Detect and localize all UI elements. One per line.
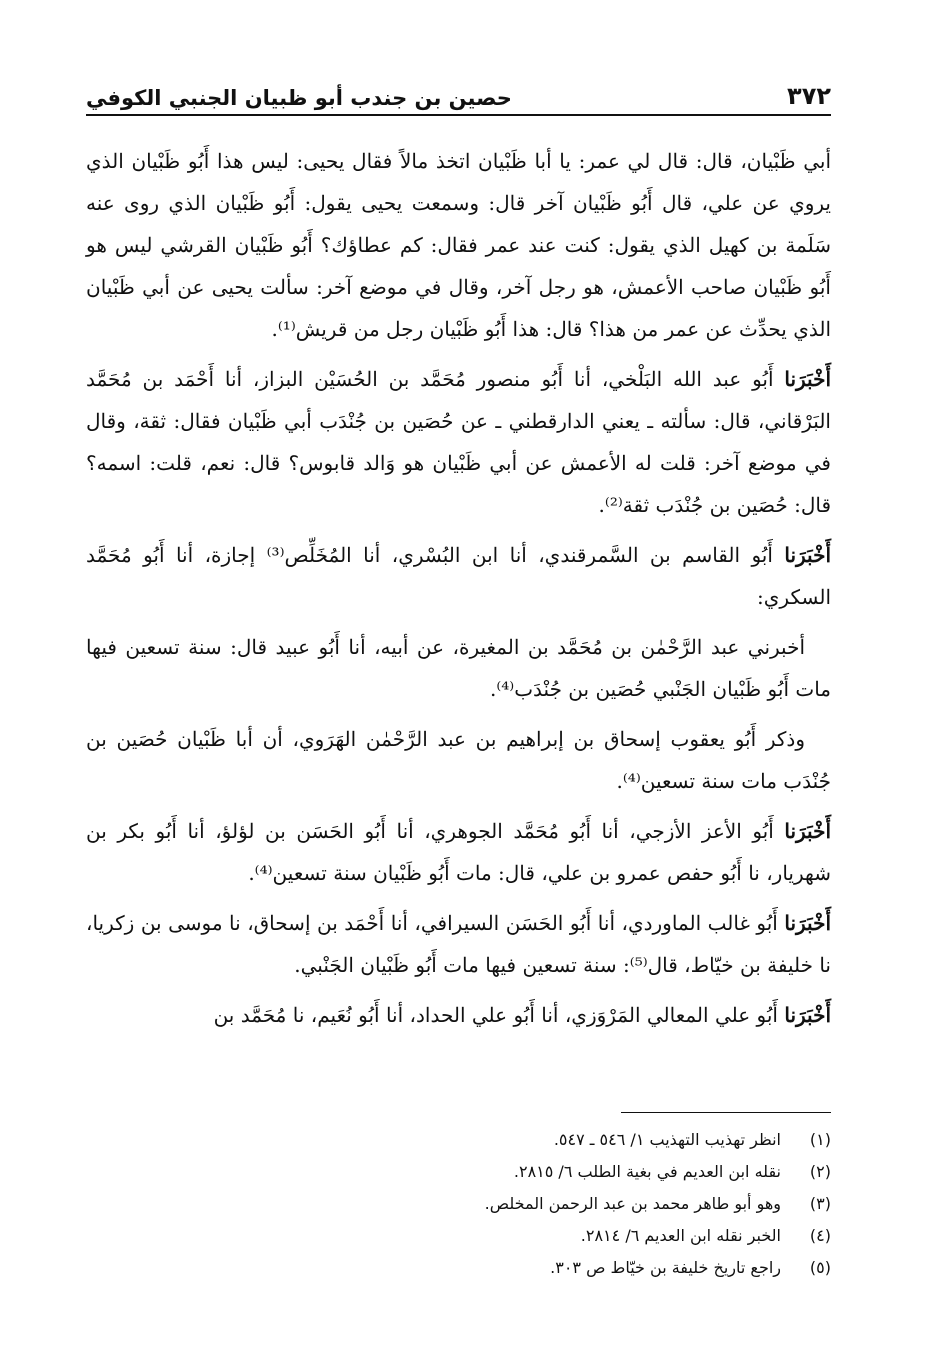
paragraph-lead: أَخْبَرَنا [784,911,831,935]
footnotes [191,1124,831,1284]
paragraph [86,358,831,526]
footnote-text: راجع تاريخ خليفة بن خيّاط ص ٣٠٣. [550,1258,781,1277]
paragraph-text: أَبُو الأعز الأزجي، أنا أَبُو مُحَمَّد الجوهري، أنا أَبُو الحَسَن بن لؤلؤ، أنا أَبُو بكر بن شهريار، نا أَبُو حفص عمرو بن علي، قال: مات أَبُو ظَبْيان سنة تسعين⁽⁴⁾. [86,819,831,885]
footnote-number: (٣) [809,1194,831,1213]
footnote-text: انظر تهذيب التهذيب ١/ ٥٤٦ ـ ٥٤٧. [553,1130,781,1149]
paragraph [86,626,831,710]
footnote [191,1124,831,1156]
page-header [86,80,831,116]
main-text [86,140,831,1044]
footnote-number: (٢) [809,1162,831,1181]
footnote [191,1220,831,1252]
paragraph [86,994,831,1036]
paragraph [86,718,831,802]
paragraph-text: أَبُو علي المعالي المَرْوَزي، أنا أَبُو علي الحداد، أنا أَبُو نُعَيم، نا مُحَمَّد بن [213,1003,785,1027]
footnote-number: (٤) [809,1226,831,1245]
footnote [191,1252,831,1284]
paragraph-lead: أَخْبَرَنا [784,819,831,843]
footnote-divider [621,1112,831,1113]
footnote-number: (٥) [809,1258,831,1277]
footnote-text: الخبر نقله ابن العديم ٦/ ٢٨١٤. [580,1226,781,1245]
paragraph [86,810,831,894]
paragraph-text: أَبُو غالب الماوردي، أنا أَبُو الحَسَن السيرافي، أنا أَحْمَد بن إسحاق، نا موسى بن زكريا، نا خليفة بن خيّاط، قال⁽⁵⁾: سنة تسعين فيها مات أَبُو ظَبْيان الجَنْبي. [86,911,831,977]
paragraph-text: أَبُو عبد الله البَلْخي، أنا أَبُو منصور مُحَمَّد بن الحُسَيْن البزاز، أنا أَحْمَد بن مُحَمَّد البَرْقاني، قال: سألته ـ يعني الدارقطني ـ عن حُصَين بن جُنْدَب أبي ظَبْيان فقال: ثقة، وقال في موضع آخر: قلت له الأعمش عن أبي ظَبْيان هو وَالد قابوس؟ قال: نعم، قلت: اسمه؟ قال: حُصَين بن جُنْدَب ثقة⁽²⁾. [86,367,831,517]
paragraph-text: أخبرني عبد الرَّحْمٰن بن مُحَمَّد بن المغيرة، عن أبيه، أنا أَبُو عبيد قال: سنة تسعين فيها مات أَبُو ظَبْيان الجَنْبي حُصَين بن جُنْدَب⁽⁴⁾. [86,635,831,701]
footnote [191,1188,831,1220]
paragraph [86,534,831,618]
paragraph [86,140,831,350]
paragraph-lead: أَخْبَرَنا [784,367,831,391]
footnote-text: نقله ابن العديم في بغية الطلب ٦/ ٢٨١٥. [513,1162,781,1181]
page-number: ٣٧٢ [787,82,831,110]
paragraph [86,902,831,986]
footnote-text: وهو أبو طاهر محمد بن عبد الرحمن المخلص. [484,1194,781,1213]
footnote-number: (١) [809,1130,831,1149]
paragraph-text: أبي ظَبْيان، قال: قال لي عمر: يا أبا ظَبْيان اتخذ مالاً فقال يحيى: ليس هذا أَبُو ظَبْيان الذي يروي عن علي، قال أَبُو ظَبْيان آخر قال: وسمعت يحيى يقول: أَبُو ظَبْيان الذي روى عنه سَلَمة بن كهيل الذي يقول: كنت عند عمر فقال: كم عطاؤك؟ أَبُو ظَبْيان القرشي ليس هو أَبُو ظَبْيان صاحب الأعمش، هو رجل آخر، وقال في موضع آخر: سألت يحيى عن أبي ظَبْيان الذي يحدِّث عن عمر من هذا؟ قال: هذا أَبُو ظَبْيان رجل من قريش⁽¹⁾. [86,149,831,341]
paragraph-text: أَبُو القاسم بن السَّمرقندي، أنا ابن البُسْري، أنا المُخَلِّص⁽³⁾ إجازة، أنا أَبُو مُحَمَّد السكري: [86,543,831,609]
paragraph-lead: أَخْبَرَنا [784,543,832,567]
running-title: حصين بن جندب أبو ظبيان الجنبي الكوفي [86,86,512,110]
paragraph-text: وذكر أَبُو يعقوب إسحاق بن إبراهيم بن عبد الرَّحْمٰن الهَرَوي، أن أبا ظَبْيان حُصَين بن جُنْدَب مات سنة تسعين⁽⁴⁾. [86,727,831,793]
footnote [191,1156,831,1188]
paragraph-lead: أَخْبَرَنا [784,1003,831,1027]
